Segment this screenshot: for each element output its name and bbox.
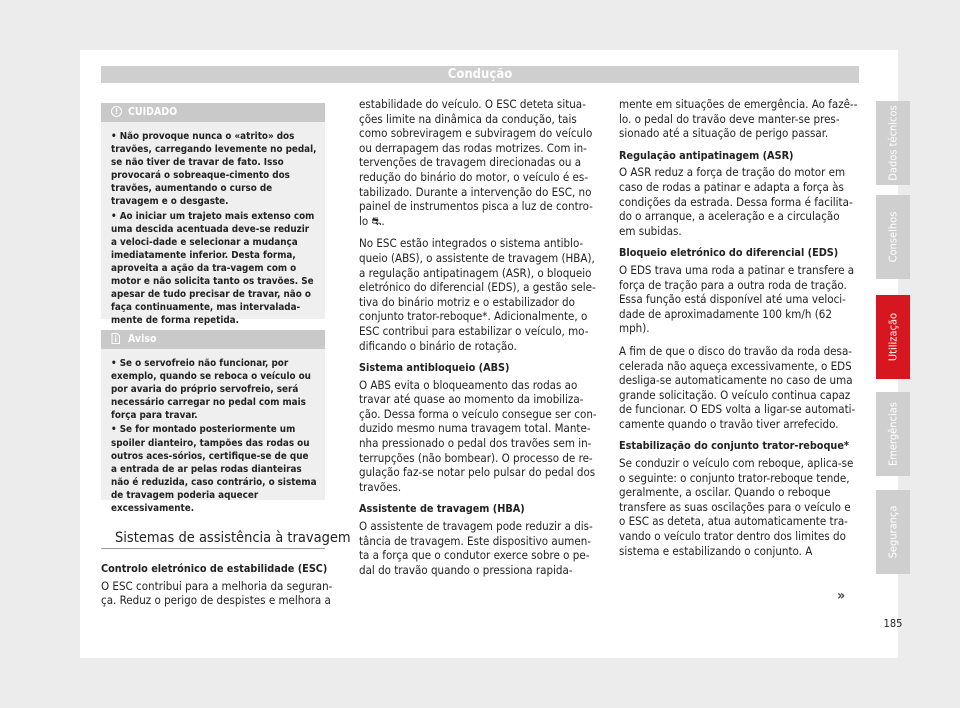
paragraph: O ABS evita o bloqueamento das rodas ao travar até quase ao momento da imobiliza-ção. Dessa forma o veículo consegue ser con-duzido mesmo numa travagem total. Mante-nha pressionado o pedal dos travões sem in-terrupções (não bombear). O processo de re-gulação faz-se notar pelo pulsar do pedal dos travões. <box>359 377 597 494</box>
section-divider <box>101 548 325 549</box>
abs-heading: Sistema antibloqueio (ABS) <box>359 361 510 375</box>
trailer-heading: Estabilização do conjunto trator-reboque* <box>619 439 850 453</box>
paragraph: O assistente de travagem pode reduzir a dis-tância de travagem. Este dispositivo aumen-ta a força que o condutor exerce sobre o pe-dal do travão quando o pressiona rapida- <box>359 519 593 577</box>
eds-heading: Bloqueio eletrónico do diferencial (EDS) <box>619 246 839 260</box>
caution-item: • Não provoque nunca o «atrito» dos travões, carregando levemente no pedal, se não tiver de travar de fato. Isso provocará o sobreaque-cimento dos travões, aumentando o curso de travagem e o desgaste. <box>111 131 317 208</box>
esc-paragraph: O ESC contribui para a melhoria da seguran-ça. Reduz o perigo de despistes e melhora a <box>101 578 333 608</box>
page-number: 185 <box>883 617 903 630</box>
paragraph: O ASR reduz a força de tração do motor em caso de rodas a patinar e adapta a força às condições da estrada. Dessa forma é facilita-do o arranque, a aceleração e a circulação em subidas. <box>619 165 853 238</box>
notice-box <box>101 330 325 515</box>
paragraph: mente em situações de emergência. Ao fazê--lo. o pedal do travão deve manter-se pres-sionado até a situação de perigo passar. <box>619 97 858 141</box>
paragraph: O EDS trava uma roda a patinar e transfere a força de tração para a outra roda de tração. Essa função está disponível até uma veloci-dade de aproximadamente 100 km/h (62 mph). <box>619 262 855 336</box>
caution-body <box>101 122 325 336</box>
caution-header <box>101 103 325 122</box>
notice-header <box>101 330 325 349</box>
tab-dados-tecnicos[interactable]: Dados técnicos <box>876 101 910 185</box>
paragraph: No ESC estão integrados o sistema antiblo-queio (ABS), o assistente de travagem (HBA), a regulação antipatinagem (ASR), o bloqueio eletrónico do diferencial (EDS), a gestão sele-tiva do binário motriz e o estabilizador do conjunto trator-reboque*. Adicionalmente, o ESC contribui para estabilizar o veículo, mo-dificando o binário de rotação. <box>359 236 596 353</box>
notice-item: • Se o servofreio não funcionar, por exemplo, quando se reboca o veículo ou por avaria do próprio servofreio, será necessário carregar no pedal com mais força para travar. <box>111 358 311 422</box>
notice-item: • Se for montado posteriormente um spoiler dianteiro, tampões das rodas ou outros aces-sórios, certifique-se de que a entrada de ar pelas rodas dianteiras não é reduzida, caso contrário, o sistema de travagem poderia aquecer excessivamente. <box>111 424 317 515</box>
tab-utilizacao[interactable]: Utilização <box>876 295 910 379</box>
caution-box <box>101 103 325 327</box>
info-document-icon <box>111 333 120 344</box>
tab-emergencias[interactable]: Emergências <box>876 392 910 476</box>
caution-label: CUIDADO <box>128 106 178 118</box>
paragraph: Se conduzir o veículo com reboque, aplica-se o seguinte: o conjunto trator-reboque tende, geralmente, a oscilar. Quando o reboque transfere as suas oscilações para o veículo e o ESC as deteta, atua automaticamente tra-vando o veículo trator dentro dos limites do sistema e estabilizando o conjunto. A <box>619 456 854 558</box>
esc-heading: Controlo eletrónico de estabilidade (ESC) <box>101 562 328 575</box>
continue-icon: » <box>837 588 846 604</box>
tab-conselhos[interactable]: Conselhos <box>876 195 910 279</box>
column-2 <box>359 97 599 585</box>
caution-icon: ! <box>111 106 122 117</box>
paragraph: A fim de que o disco do travão da roda desa-celerada não aqueça excessivamente, o EDS desliga-se automaticamente no caso de uma grande solicitação. O veículo continua capaz de funcionar. O EDS volta a ligar-se automati-camente quando o travão tiver arrefecido. <box>619 343 856 431</box>
section-title: Sistemas de assistência à travagem <box>115 530 351 546</box>
notice-body <box>101 349 325 524</box>
asr-heading: Regulação antipatinagem (ASR) <box>619 148 794 162</box>
caution-item: • Ao iniciar um trajeto mais extenso com uma descida acentuada deve-se reduzir a veloci-dade e selecionar a mudança imediatamente inferior. Desta forma, aproveita a ação da tra-vagem com o motor e não solicita tanto os travões. Se apesar de tudo precisar de travar, não o faça continuamente, mas intervalada-mente de forma repetida. <box>111 210 315 327</box>
notice-label: Aviso <box>128 333 157 345</box>
column-3 <box>619 97 859 566</box>
page-header: Condução <box>101 66 859 83</box>
paragraph: estabilidade do veículo. O ESC deteta situa-ções limite na dinâmica da condução, tais como sobreviragem e subviragem do veículo ou derrapagem das rodas motrizes. Com in-tervenções de travagem direcionadas ou a redução do binário do motor, o veículo é es-tabilizado. Durante a intervenção do ESC, no painel de instrumentos pisca a luz de contro-lo ⛐. <box>359 97 593 228</box>
column-1 <box>101 562 339 616</box>
hba-heading: Assistente de travagem (HBA) <box>359 502 525 516</box>
tab-seguranca[interactable]: Segurança <box>876 490 910 574</box>
